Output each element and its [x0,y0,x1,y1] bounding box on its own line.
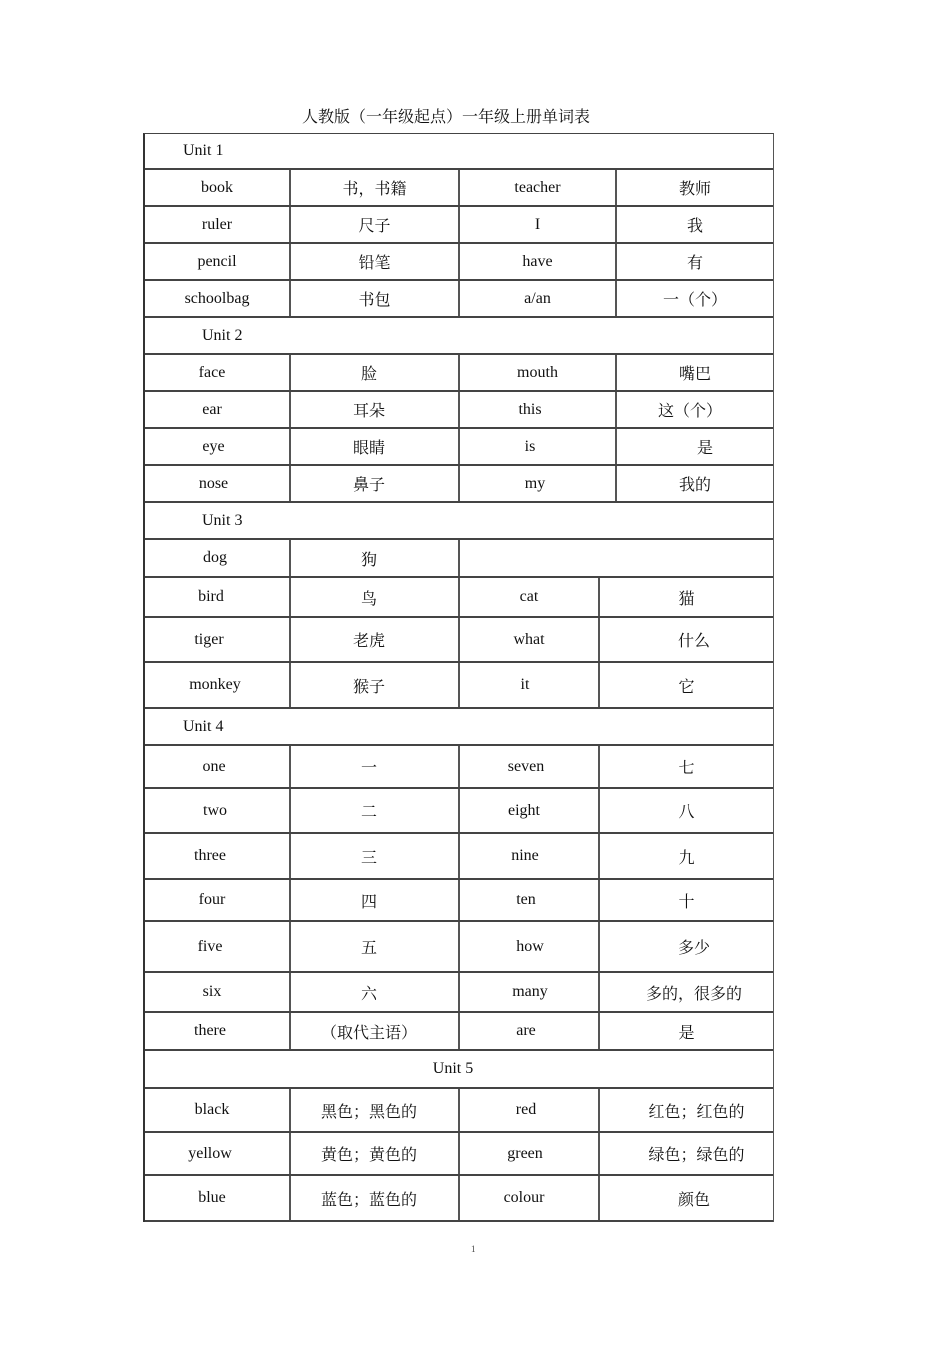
chinese-meaning: 七 [598,746,773,787]
chinese-meaning: 它 [598,663,773,707]
english-word: green [458,1133,590,1174]
chinese-meaning: 多的，很多的 [598,973,788,1011]
chinese-meaning: 教师 [615,170,773,205]
table-row [145,922,773,973]
english-word: one [202,757,226,775]
chinese-meaning: 嘴巴 [615,355,773,390]
vocabulary-table [143,133,774,1222]
chinese-meaning: 三 [289,834,447,878]
chinese-meaning: 一（个） [615,281,773,316]
chinese-meaning: 铅笔 [289,244,458,279]
chinese-meaning: 我的 [615,466,773,501]
english-word: are [458,1013,592,1049]
table-row [145,1176,773,1222]
unit-header-row [145,1051,773,1089]
unit-title: Unit 2 [202,326,243,344]
chinese-meaning: 书包 [289,281,458,316]
chinese-meaning: （取代主语） [289,1013,447,1049]
table-row [145,1089,773,1133]
unit-header-row [145,134,773,170]
chinese-meaning: 一 [289,746,447,787]
table-row [145,281,773,318]
chinese-meaning: 尺子 [289,207,458,242]
page-number: 1 [471,1244,476,1254]
chinese-meaning: 绿色；绿色的 [598,1133,793,1174]
english-word: how [458,922,600,971]
page-title: 人教版（一年级起点）一年级上册单词表 [301,109,590,126]
english-word: many [458,973,600,1011]
english-word: yellow [188,1144,232,1162]
chinese-meaning: 八 [598,789,773,832]
table-row [145,244,773,281]
chinese-meaning: 书，书籍 [289,170,458,205]
chinese-meaning: 是 [615,429,793,464]
table-row [145,429,773,466]
english-word: nine [458,834,590,878]
english-word: cat [458,578,598,616]
english-word: face [198,363,226,381]
chinese-meaning: 颜色 [598,1176,788,1220]
unit-header-row [145,318,773,355]
table-row [145,1013,773,1051]
english-word: my [458,466,610,501]
english-word: this [458,392,600,427]
english-word: ruler [201,215,233,233]
english-word: ten [458,880,592,920]
table-row [145,355,773,392]
english-word: what [458,618,598,661]
unit-title: Unit 1 [183,142,224,159]
chinese-meaning: 六 [289,973,447,1011]
table-row [145,207,773,244]
chinese-meaning: 鸟 [289,578,447,616]
english-word: teacher [458,170,615,205]
english-word: seven [458,746,592,787]
english-word: it [458,663,590,707]
english-word: have [458,244,615,279]
chinese-meaning: 鼻子 [289,466,447,501]
english-word: book [201,178,233,196]
english-word: three [194,847,226,864]
chinese-meaning: 五 [289,922,447,971]
english-word: six [202,983,222,1000]
table-row [145,170,773,207]
chinese-meaning: 脸 [289,355,447,390]
english-word: mouth [458,355,615,390]
unit-header-row [145,503,773,540]
table-row [145,880,773,922]
english-word: black [194,1101,230,1118]
unit-title: Unit 4 [183,717,224,735]
english-word: there [194,1022,226,1039]
english-word: tiger [194,630,224,648]
chinese-meaning: 是 [598,1013,773,1049]
chinese-meaning: 红色；红色的 [598,1089,793,1131]
english-word: four [198,891,226,908]
table-row [145,540,773,578]
table-row [145,834,773,880]
english-word: eye [202,437,225,455]
chinese-meaning: 眼睛 [289,429,447,464]
chinese-meaning: 九 [598,834,773,878]
english-word: dog [203,549,227,566]
table-row [145,789,773,834]
english-word: ear [202,400,222,418]
english-word: bird [198,588,224,605]
chinese-meaning: 狗 [289,540,447,576]
english-word: two [203,801,227,819]
chinese-meaning: 猴子 [289,663,447,707]
table-row [145,1133,773,1176]
table-row [145,466,773,503]
chinese-meaning: 什么 [598,618,788,661]
english-word: I [458,207,615,242]
table-row [145,578,773,618]
english-word: nose [198,474,229,492]
chinese-meaning: 蓝色；蓝色的 [289,1176,447,1220]
chinese-meaning: 耳朵 [289,392,447,427]
english-word: is [458,429,600,464]
chinese-meaning: 老虎 [289,618,447,661]
english-word: blue [198,1189,226,1206]
chinese-meaning: 多少 [598,922,788,971]
empty-cell [458,540,773,576]
chinese-meaning: 有 [615,244,773,279]
english-word: red [458,1089,592,1131]
english-word: five [197,937,223,955]
chinese-meaning: 四 [289,880,447,920]
table-row [145,973,773,1013]
english-word: eight [458,789,588,832]
chinese-meaning: 我 [615,207,773,242]
english-word: schoolbag [184,289,250,307]
english-word: colour [458,1176,588,1220]
chinese-meaning: 黄色；黄色的 [289,1133,447,1174]
english-word: a/an [458,281,615,316]
chinese-meaning: 黑色；黑色的 [289,1089,447,1131]
chinese-meaning: 这（个） [615,392,763,427]
unit-header-row [145,709,773,746]
table-row [145,618,773,663]
chinese-meaning: 二 [289,789,447,832]
unit-title: Unit 5 [432,1060,474,1077]
chinese-meaning: 十 [598,880,773,920]
table-row [145,663,773,709]
english-word: pencil [197,252,237,270]
chinese-meaning: 猫 [598,578,773,616]
table-row [145,392,773,429]
table-row [145,746,773,789]
unit-title: Unit 3 [202,511,243,529]
english-word: monkey [189,676,241,693]
